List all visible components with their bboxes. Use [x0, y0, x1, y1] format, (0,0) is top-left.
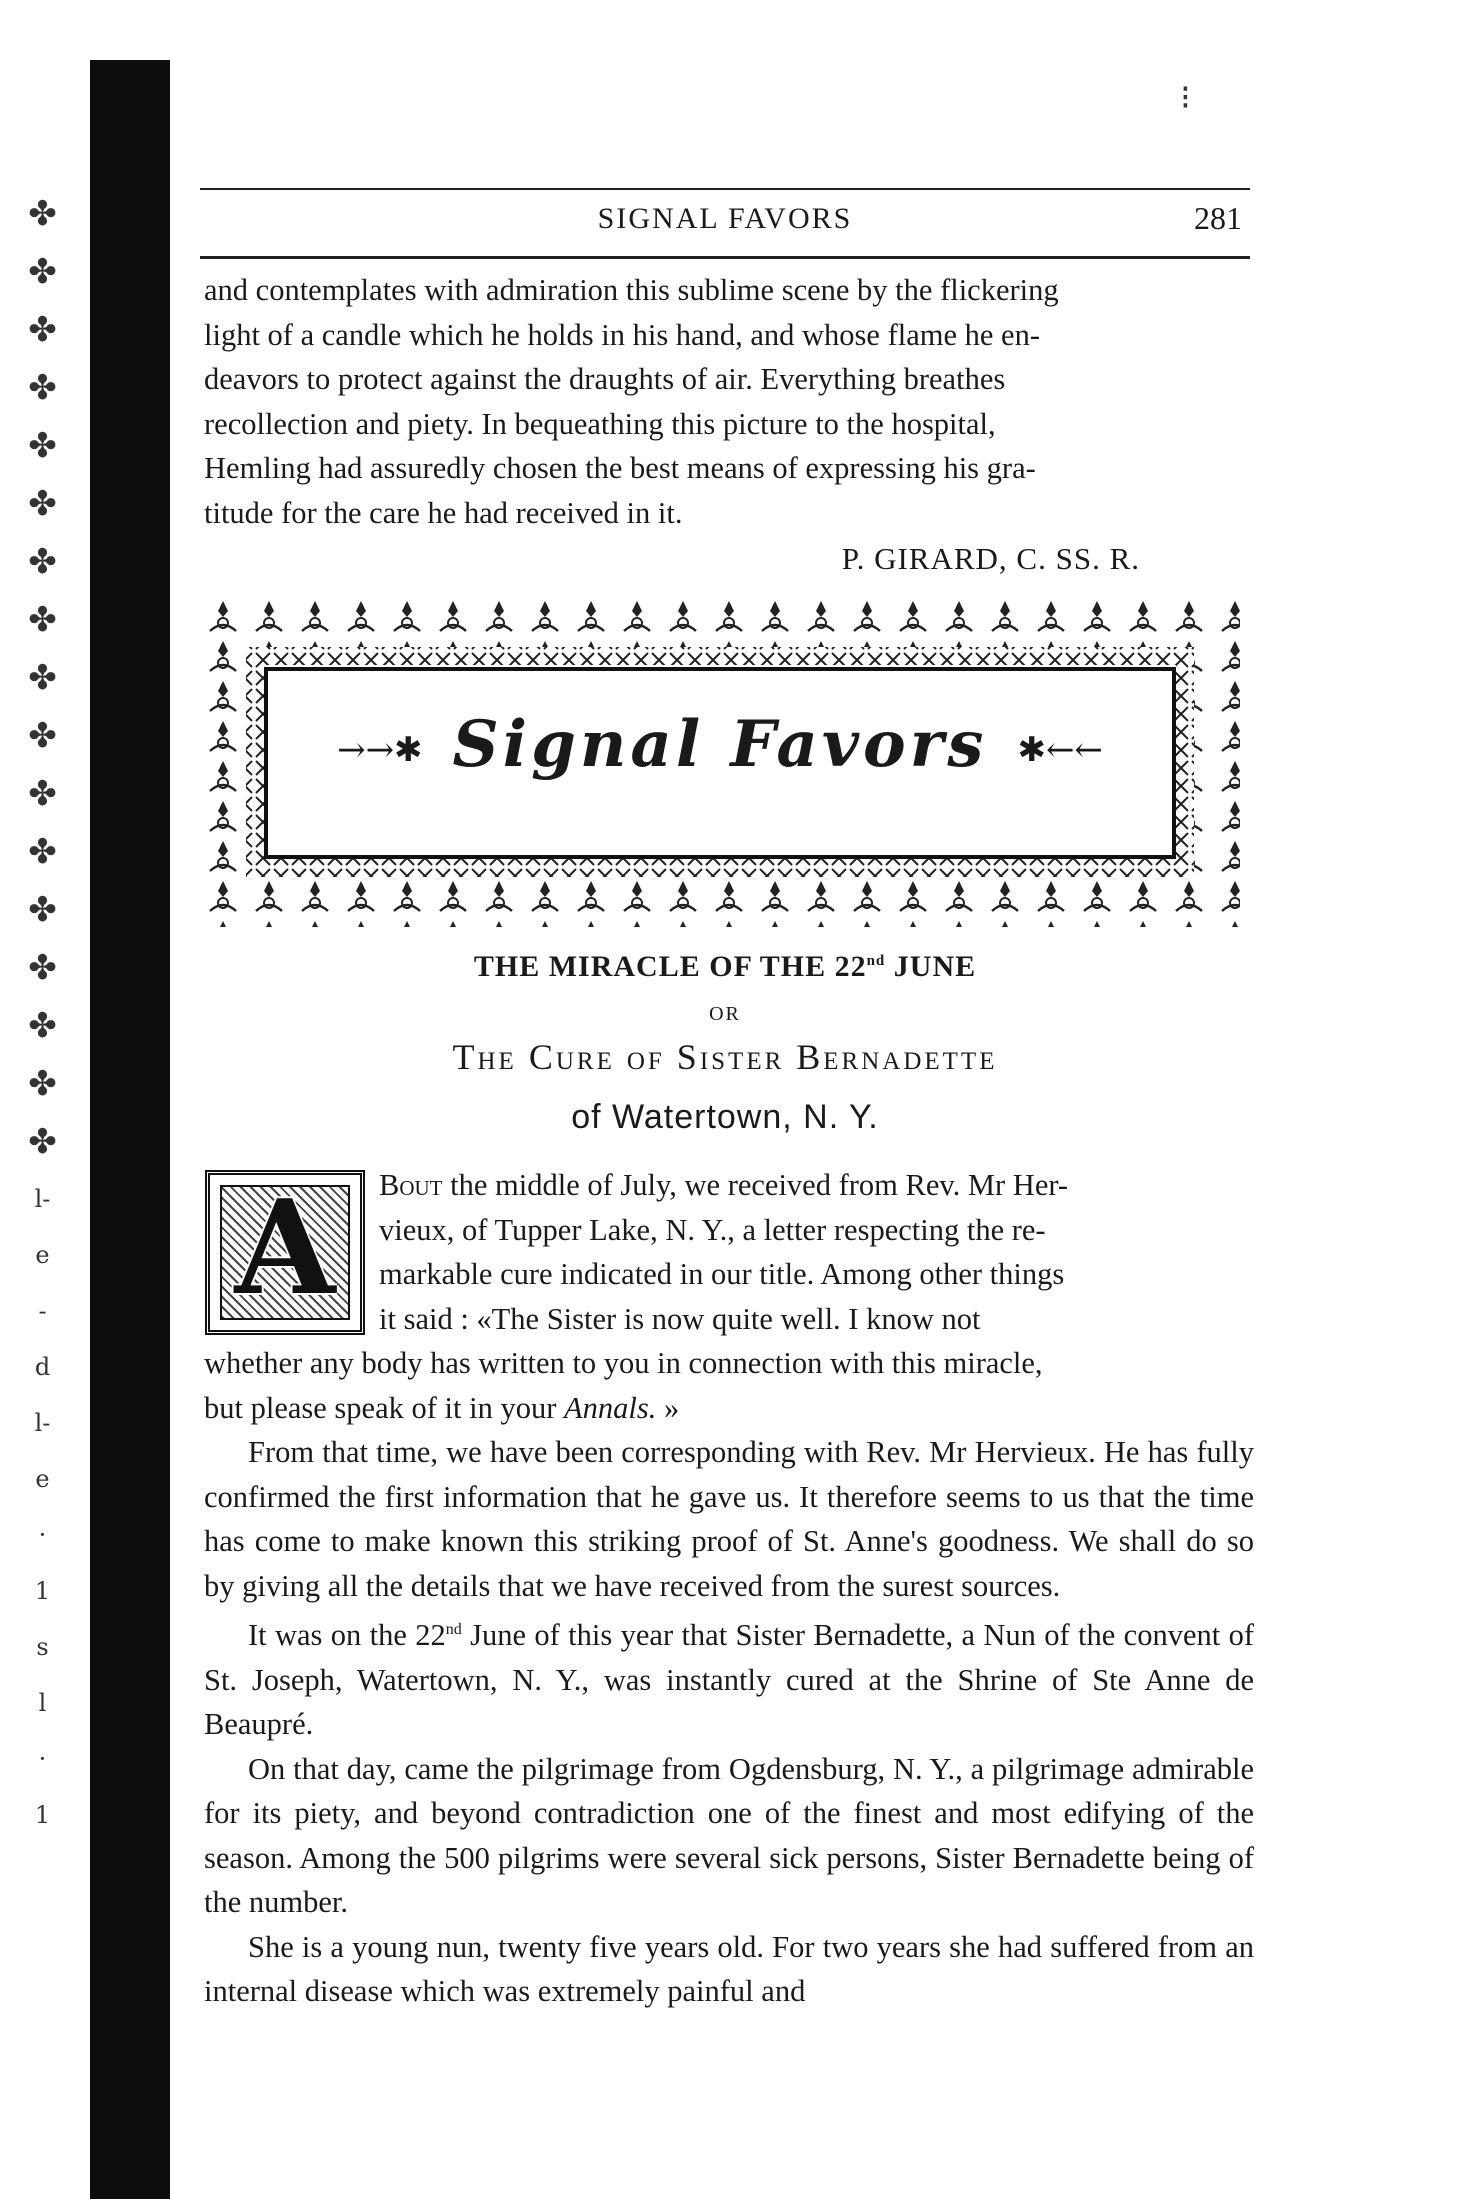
text-line: light of a candle which he holds in his hand, and whose flame he en-	[204, 317, 1040, 352]
right-flourish-icon: ✱←←	[1017, 729, 1103, 770]
running-head-title: SIGNAL FAVORS	[597, 202, 853, 235]
text-line	[204, 1386, 1254, 1431]
paragraph: On that day, came the pilgrimage from Ogdensburg, N. Y., a pilgrimage admirable for its piety, and beyond contradiction one of the finest and most edifying of the season. Among the 500 pilgrims were several sick persons, Sister Bernadette being of the number.	[204, 1751, 1254, 1920]
text-fragment: »	[656, 1390, 680, 1425]
heading-text: THE MIRACLE OF THE 22	[473, 950, 867, 983]
margin-letter: e	[35, 1241, 50, 1269]
text-line: deavors to protect against the draughts of air. Everything breathes	[204, 362, 1006, 396]
paragraph: From that time, we have been corresponding with Rev. Mr Hervieux. He has fully confirmed the first information that he gave us. It therefore seems to us that the time has come to make known this striking proof of St. Anne's goodness. We shall do so by giving all the details that we have received from the surest sources.	[204, 1435, 1254, 1603]
paragraph	[204, 1608, 1254, 1747]
heading-ordinal: nd	[866, 953, 886, 969]
margin-letter: d	[34, 1353, 51, 1381]
text-fragment: It was on the 22	[248, 1618, 446, 1653]
text-fragment: but please speak of it in your	[204, 1390, 564, 1425]
scan-speck: ⁝	[1180, 78, 1191, 118]
margin-ornaments: ✤ ✤ ✤ ✤ ✤ ✤ ✤ ✤ ✤ ✤ ✤ ✤ ✤ ✤ ✤ ✤ ✤ l- e - d l- e · 1 s l · 1	[0, 185, 85, 1843]
article-subheading: The Cure of Sister Bernadette	[452, 1037, 998, 1077]
text-line: and contemplates with admiration this sublime scene by the flickering	[204, 273, 1059, 307]
binding-shadow	[90, 60, 170, 2199]
paragraph: She is a young nun, twenty five years old. For two years she had suffered from an internal disease which was extremely painful and	[204, 1929, 1254, 2009]
text-line: vieux, of Tupper Lake, N. Y., a letter respecting the re-	[379, 1212, 1046, 1247]
text-line	[379, 1163, 1254, 1208]
margin-letter: ·	[38, 1745, 47, 1773]
heading-text-end: JUNE	[885, 950, 977, 983]
banner-title	[200, 707, 1240, 782]
margin-letter: ·	[38, 1521, 47, 1549]
margin-letter: e	[35, 1465, 50, 1493]
first-word: Bout	[379, 1168, 443, 1202]
text-line: it said : «The Sister is now quite well. I know not	[379, 1301, 981, 1336]
margin-letter: l-	[34, 1409, 51, 1437]
drop-cap-letter: A	[234, 1171, 336, 1324]
author-signature: P. GIRARD, C. SS. R.	[841, 541, 1140, 576]
ornamental-banner	[200, 597, 1240, 927]
annals-title: Annals.	[563, 1390, 657, 1425]
banner-title-text: Signal Favors	[452, 707, 988, 782]
text-fragment: June of this year that Sister Bernadette, a Nun of the convent of St. Joseph, Watertown, N. Y., was instantly cured at the Shrine of Ste Anne de Beaupré.	[204, 1618, 1254, 1742]
text-line: Hemling had assuredly chosen the best means of expressing his gra-	[204, 451, 1036, 485]
running-head	[200, 188, 1250, 259]
article-body	[204, 1430, 1254, 2014]
article-location: of Watertown, N. Y.	[571, 1098, 879, 1136]
page-number: 281	[1194, 200, 1242, 236]
text-line: titude for the care he had received in it.	[204, 495, 683, 530]
text-line: recollection and piety. In bequeathing this picture to the hospital,	[204, 406, 996, 441]
text-fragment: the middle of July, we received from Rev. Mr Her-	[442, 1168, 1069, 1202]
first-paragraph	[204, 1163, 1254, 1430]
margin-letter: -	[38, 1297, 47, 1325]
ordinal: nd	[445, 1621, 462, 1638]
margin-letter: s	[36, 1633, 49, 1661]
left-flourish-icon: →→✱	[337, 729, 423, 770]
heading-or: OR	[709, 1003, 741, 1025]
article-heading	[200, 950, 1250, 984]
margin-letter: l	[38, 1689, 47, 1717]
continuation-text	[204, 268, 1254, 535]
margin-letter: 1	[34, 1801, 51, 1829]
margin-letter: l-	[34, 1185, 51, 1213]
text-line: markable cure indicated in our title. Among other things	[379, 1257, 1065, 1291]
margin-letter: 1	[34, 1577, 51, 1605]
text-line: whether any body has written to you in connection with this miracle,	[204, 1346, 1043, 1380]
